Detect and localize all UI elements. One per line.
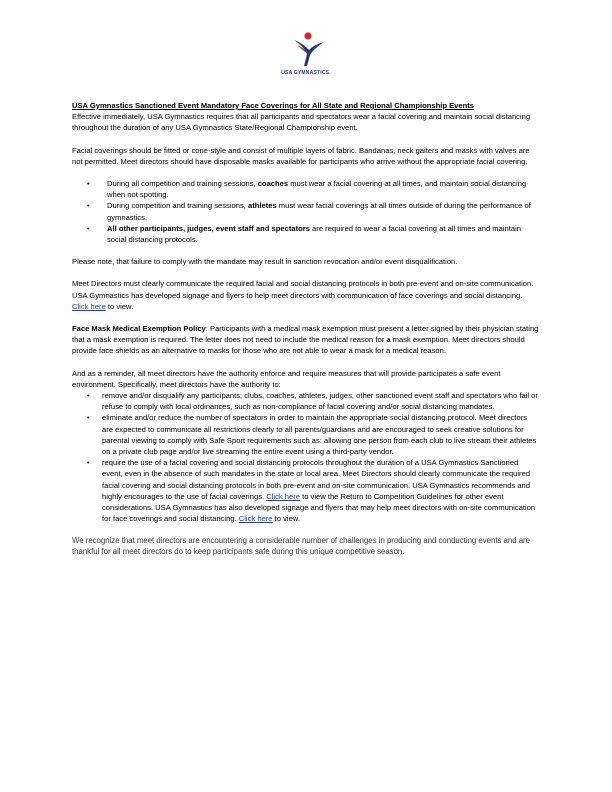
authority-list	[72, 390, 540, 524]
meet-directors-paragraph: Meet Directors must clearly communicate the required facial and social distancing protocols in both pre-event and on-site communication. USA Gymnastics has developed signage and flyers to help meet directors with communication of face coverings and social distancing. Click here to view.	[72, 279, 534, 311]
mask-exemption-paragraph: Face Mask Medical Exemption Policy: Participants with a medical mask exemption must present a letter signed by their physician stating that a mask exemption is required. The letter does not need to include the medical reason for a mask exemption. Meet directors should provide face shields as an alternative to masks for those who are not able to wear a mask for a medical reason.	[72, 324, 539, 356]
requirements-list	[72, 178, 540, 245]
reminder-paragraph: And as a reminder, all meet directors have the authority enforce and require measures that will provide participates a safe event environment. Specifically, meet directors have the authority to:	[72, 368, 501, 389]
list-item: • During competition and training sessions, athletes must wear facial coverings at all times outside of during the performance of gymnastics.	[72, 200, 540, 222]
click-here-link[interactable]: Click here	[238, 514, 273, 524]
intro-paragraph: Effective immediately, USA Gymnastics requires that all participants and spectators wear a facial covering and maintain social distancing throughout the duration of any USA Gymnastics State/Regional Championship event.	[72, 112, 531, 133]
list-item: • require the use of a facial covering and social distancing protocols throughout the duration of a USA Gymnastics Sanctioned event, even in the absence of such mandates in the state or local area. Meet Directors should clearly communicate the required facial covering and social distancing protocols in both pre-event and on-site communication. USA Gymnastics recommends and highly encourages to the use of facial coverings. Click here to view the Return to Competition Guidelines for other event considerations. USA Gymnastics has also developed signage and flyers that may help meet directors with on-site communication for face coverings and social distancing. Click here to view.	[72, 457, 540, 524]
click-here-link[interactable]: Click here	[266, 491, 300, 501]
click-here-link[interactable]: Click here	[72, 301, 106, 311]
list-item: • remove and/or disqualify any participants; clubs, coaches, athletes, judges, other sanctioned event staff and spectators who fail or refuse to comply with local ordinances, such as non-compliance of facial covering and/or social distancing mandates.	[72, 390, 540, 412]
document-body	[72, 100, 540, 557]
logo-text: USA GYMNASTICS.	[281, 70, 331, 76]
list-item: • All other participants, judges, event staff and spectators are required to wear a facial covering at all times and maintain social distancing protocols.	[72, 223, 540, 245]
exemption-heading: Face Mask Medical Exemption Policy	[72, 324, 206, 334]
facial-coverings-paragraph: Facial coverings should be fitted or cone-style and consist of multiple layers of fabric. Bandanas, neck gaiters and masks with valves are not permitted. Meet directors should have disposable masks available for participants who arrive without the appropriate facial covering.	[72, 145, 530, 166]
note-paragraph: Please note, that failure to comply with the mandate may result in sanction revocation and/or event disqualification.	[72, 257, 458, 267]
document-title: USA Gymnastics Sanctioned Event Mandatory Face Coverings for All State and Regional Championship Events	[72, 101, 474, 110]
list-item: • eliminate and/or reduce the number of spectators in order to maintain the appropriate social distancing protocol. Meet directors are expected to communicate all restrictions clearly to all parents/guardians and are encouraged to seek creative solutions for parental viewing to comply with Safe Sport requirements such as: allowing one person from each club to live stream their athletes on a private club page and/or live streaming the entire event using a third-party vendor.	[72, 412, 540, 457]
list-item: • During all competition and training sessions, coaches must wear a facial covering at all times, and maintain social distancing when not spotting.	[72, 178, 540, 200]
closing-paragraph: We recognize that meet directors are encountering a considerable number of challenges in producing and conducting events and are thankful for all meet directors do to keep participants safe during this unique competitive season.	[72, 535, 530, 556]
